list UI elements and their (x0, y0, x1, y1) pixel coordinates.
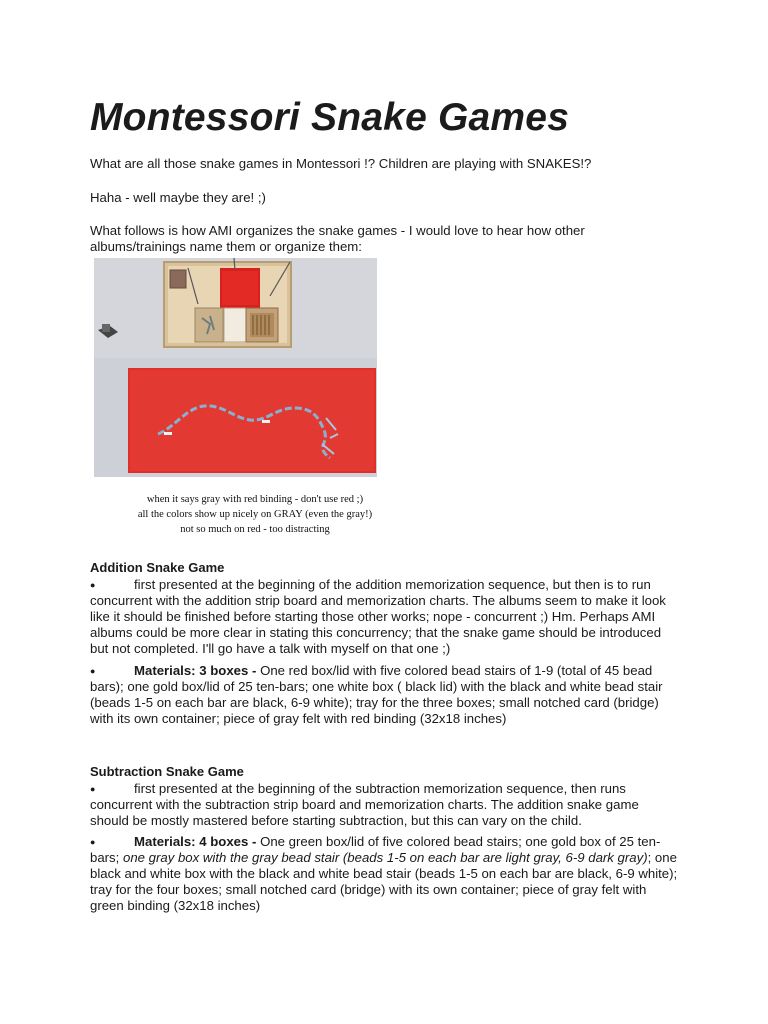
bullet-dot: ● (90, 580, 96, 590)
section-title-addition: Addition Snake Game (90, 560, 225, 575)
subtraction-materials-text-b: ; one black and white box with the black and white bead stair (beads 1-5 on each bar are black, 6-9 white); tray for the four boxes; small notched card (bridge) with its own container; piece of gray felt with green binding (32x18 inches) (90, 850, 678, 913)
subtraction-bullet-1 (90, 781, 680, 829)
snake-game-photo-image (94, 258, 377, 477)
addition-bullet-1-text: first presented at the beginning of the addition memorization sequence, but then is to run concurrent with the addition strip board and memorization charts. The albums seem to make it look like it should be finished before starting those other works; nope - concurrent ;) Hm. Perhaps AMI albums could be more clear in stating this concurrency; that the snake game should be introduced but not completed. I'll go have a talk with myself on that one ;) (90, 577, 666, 656)
addition-bullet-1 (90, 577, 680, 657)
bullet-dot: ● (90, 837, 96, 847)
addition-materials-label: Materials: 3 boxes - (134, 663, 261, 678)
bullet-dot: ● (90, 784, 96, 794)
subtraction-materials-label: Materials: 4 boxes - (134, 834, 261, 849)
section-title-subtraction: Subtraction Snake Game (90, 764, 244, 779)
snake-game-photo (94, 258, 377, 477)
subtraction-materials-italic: one gray box with the gray bead stair (beads 1-5 on each bar are light gray, 6-9 dark gray) (122, 850, 648, 865)
photo-caption (90, 492, 420, 537)
caption-line-3: not so much on red - too distracting (180, 524, 330, 535)
subtraction-materials-text-a: One green box/lid of five colored bead stairs; one gold box of 25 ten-bars; (90, 834, 661, 865)
intro-paragraph-2: Haha - well maybe they are! ;) (90, 190, 266, 205)
subtraction-bullet-1-text: first presented at the beginning of the subtraction memorization sequence, then runs concurrent with the subtraction strip board and memorization charts. The addition snake game should be mostly mastered before starting subtraction, but this can vary on the child. (90, 781, 639, 828)
subtraction-bullet-2 (90, 834, 680, 914)
caption-line-2: all the colors show up nicely on GRAY (even the gray!) (137, 509, 373, 520)
addition-materials-text: One red box/lid with five colored bead stairs of 1-9 (total of 45 bead bars); one gold box/lid of 25 ten-bars; one white box ( black lid) with the black and white bead stair (beads 1-5 on each bar are black, 6-9 white); tray for the three boxes; small notched card (bridge) with its own container; piece of gray felt with red binding (32x18 inches) (90, 663, 663, 726)
intro-paragraph-3: What follows is how AMI organizes the snake games - I would love to hear how other albums/trainings name them or organize them: (90, 223, 585, 254)
addition-bullet-2 (90, 663, 680, 727)
intro-paragraph-1: What are all those snake games in Montessori !? Children are playing with SNAKES!? (90, 156, 592, 171)
page-title: Montessori Snake Games (90, 96, 570, 139)
bullet-dot: ● (90, 666, 96, 676)
caption-line-1: when it says gray with red binding - don't use red ;) (146, 494, 364, 505)
